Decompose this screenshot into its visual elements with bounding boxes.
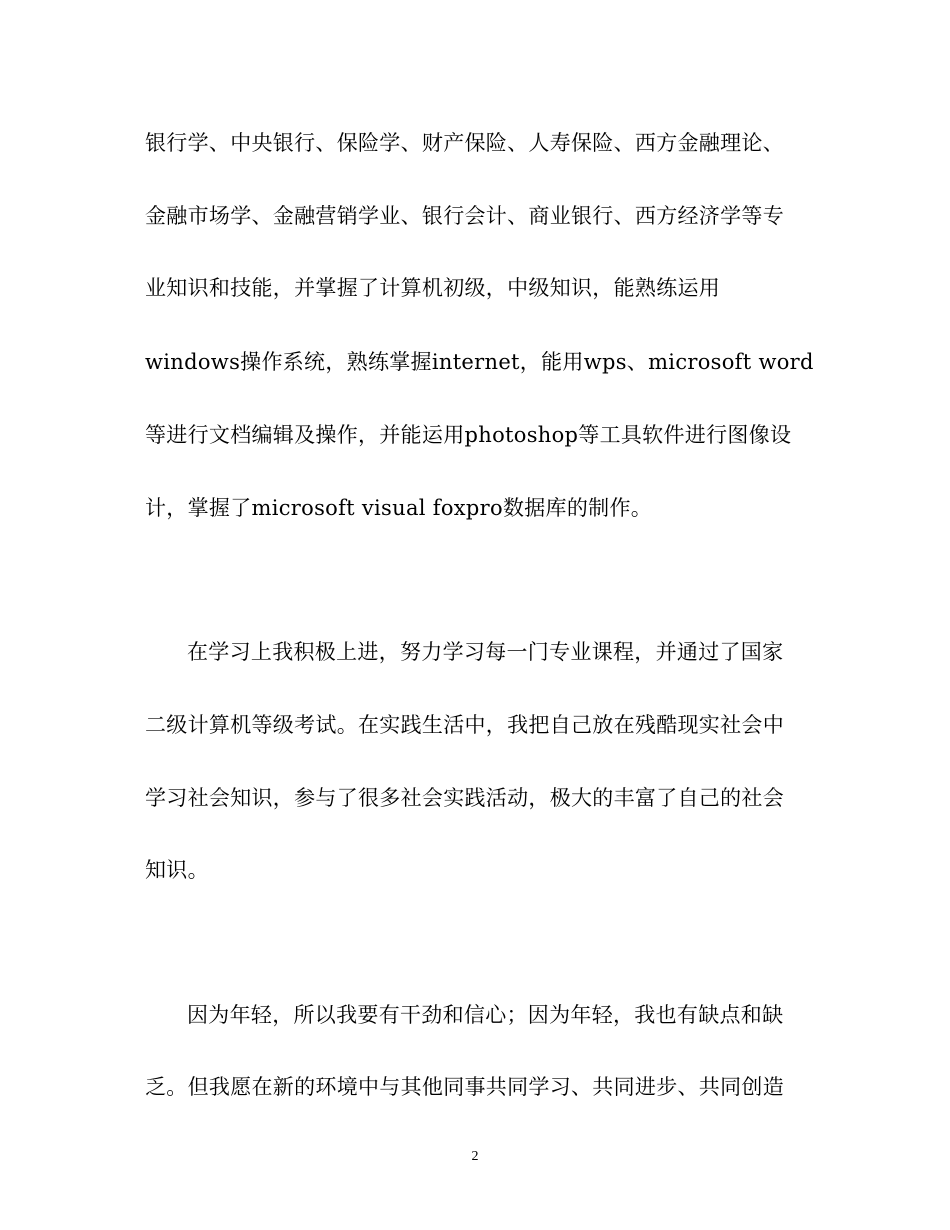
paragraph-line: 金融市场学、金融营销学业、银行会计、商业银行、西方经济学等专 [145, 204, 784, 228]
paragraph-line: 计，掌握了microsoft visual foxpro数据库的制作。 [145, 496, 653, 520]
paragraph-line: 学习社会知识，参与了很多社会实践活动，极大的丰富了自己的社会 [145, 786, 784, 810]
paragraph-line: 业知识和技能，并掌握了计算机初级，中级知识，能熟练运用 [145, 276, 721, 300]
paragraph-line: 因为年轻，所以我要有干劲和信心；因为年轻，我也有缺点和缺 [187, 1003, 784, 1027]
paragraph-line: 在学习上我积极上进，努力学习每一门专业课程，并通过了国家 [187, 640, 784, 664]
paragraph-line: windows操作系统，熟练掌握internet，能用wps、microsoft word [145, 350, 814, 374]
paragraph-line: 知识。 [145, 858, 209, 882]
paragraph-line: 乏。但我愿在新的环境中与其他同事共同学习、共同进步、共同创造 [145, 1075, 784, 1099]
paragraph-line: 等进行文档编辑及操作，并能运用photoshop等工具软件进行图像设 [145, 423, 792, 447]
paragraph-line: 银行学、中央银行、保险学、财产保险、人寿保险、西方金融理论、 [145, 131, 784, 155]
paragraph-line: 二级计算机等级考试。在实践生活中，我把自己放在残酷现实社会中 [145, 713, 784, 737]
page-number: 2 [471, 1149, 479, 1164]
